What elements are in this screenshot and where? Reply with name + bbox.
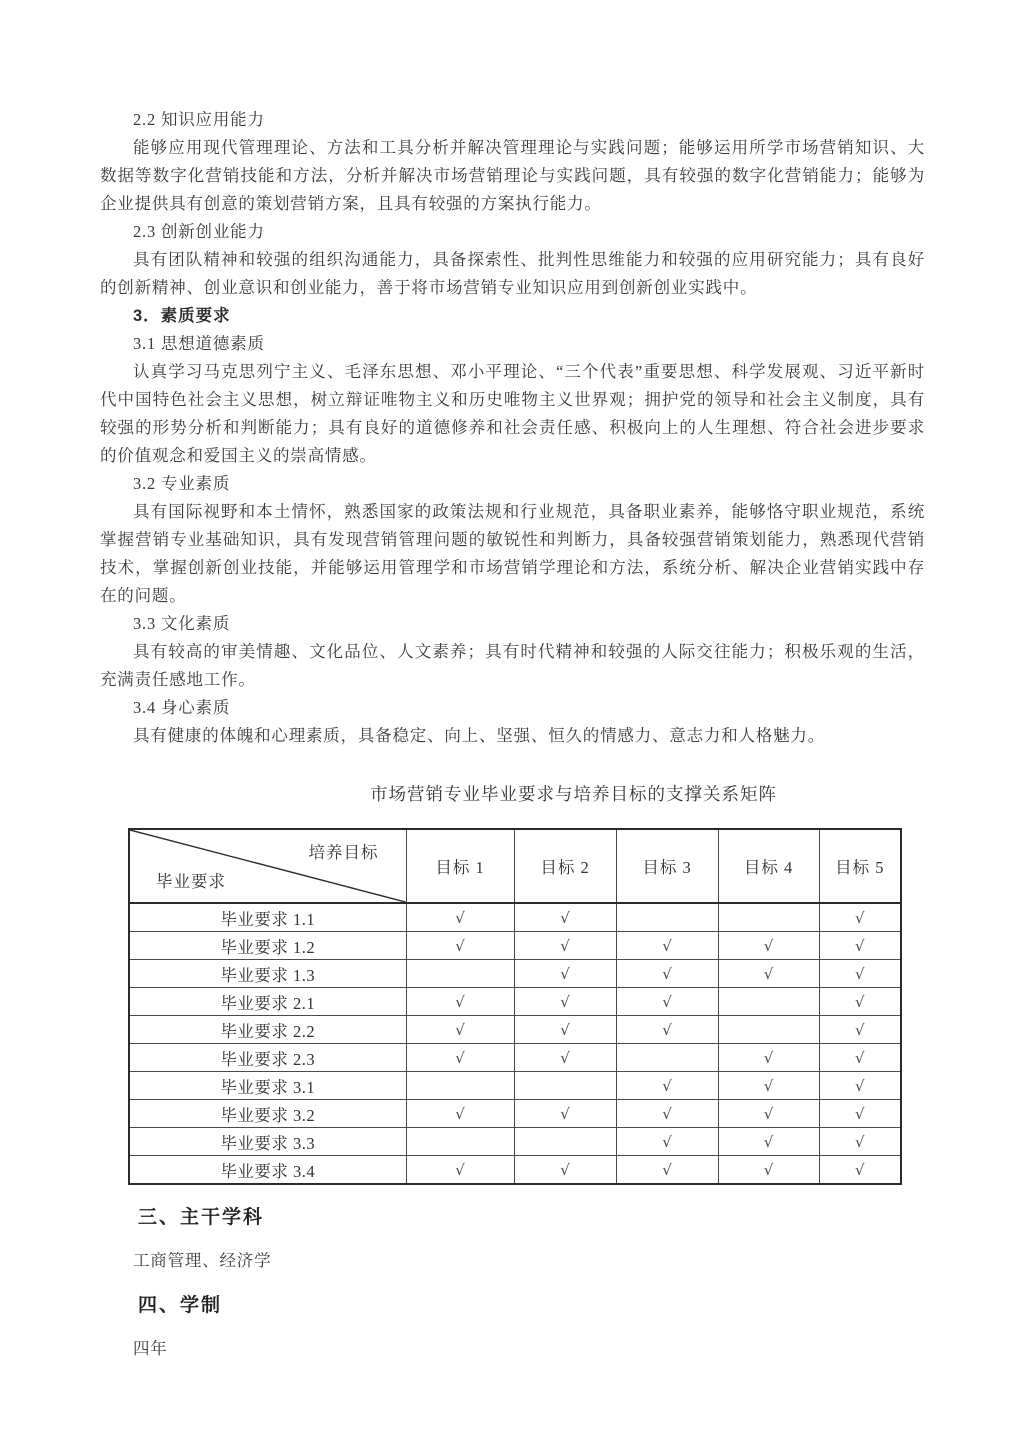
- matrix-row-label: 毕业要求 2.2: [129, 1016, 406, 1044]
- matrix-header-row: [129, 829, 901, 903]
- matrix-mark-cell: √: [406, 1156, 514, 1185]
- matrix-mark-cell: √: [616, 988, 718, 1016]
- corner-label-training-goals: 培养目标: [308, 843, 379, 862]
- matrix-row-2-3: [129, 1044, 901, 1072]
- matrix-mark-cell: √: [406, 1100, 514, 1128]
- matrix-mark-cell: [718, 1016, 819, 1044]
- matrix-row-label: 毕业要求 3.3: [129, 1128, 406, 1156]
- matrix-mark-cell: √: [819, 1156, 901, 1185]
- matrix-mark-cell: [406, 1128, 514, 1156]
- matrix-mark-cell: √: [616, 1100, 718, 1128]
- matrix-row-1-1: [129, 903, 901, 932]
- body-paragraph-3-2: 具有国际视野和本土情怀，熟悉国家的政策法规和行业规范，具备职业素养，能够恪守职业规范，系统掌握营销专业基础知识，具有发现营销管理问题的敏锐性和判断力，具备较强营销策划能力，熟悉现代营销技术，掌握创新创业技能，并能够运用管理学和市场营销学理论和方法，系统分析、解决企业营销实践中存在的问题。: [100, 502, 925, 605]
- support-matrix-table: [128, 828, 902, 1185]
- body-paragraph-2-3: 具有团队精神和较强的组织沟通能力，具备探索性、批判性思维能力和较强的应用研究能力；具有良好的创新精神、创业意识和创业能力，善于将市场营销专业知识应用到创新创业实践中。: [100, 250, 925, 297]
- matrix-mark-cell: √: [406, 932, 514, 960]
- matrix-mark-cell: √: [406, 1044, 514, 1072]
- matrix-mark-cell: √: [819, 932, 901, 960]
- matrix-mark-cell: [616, 903, 718, 932]
- matrix-mark-cell: √: [616, 1072, 718, 1100]
- matrix-row-3-2: [129, 1100, 901, 1128]
- matrix-mark-cell: √: [718, 1156, 819, 1185]
- matrix-mark-cell: √: [819, 903, 901, 932]
- matrix-row-label: 毕业要求 3.2: [129, 1100, 406, 1128]
- matrix-mark-cell: √: [514, 1044, 616, 1072]
- matrix-column-header-goal-5: 目标 5: [819, 829, 901, 903]
- matrix-mark-cell: √: [819, 1072, 901, 1100]
- matrix-mark-cell: √: [406, 903, 514, 932]
- matrix-mark-cell: √: [514, 960, 616, 988]
- corner-label-graduation-requirements: 毕业要求: [156, 872, 226, 891]
- matrix-mark-cell: √: [819, 1100, 901, 1128]
- matrix-mark-cell: [718, 903, 819, 932]
- matrix-mark-cell: √: [616, 960, 718, 988]
- matrix-row-label: 毕业要求 3.4: [129, 1156, 406, 1185]
- section-heading-3: 3．素质要求: [133, 307, 231, 325]
- body-paragraph-3-3: 具有较高的审美情趣、文化品位、人文素养；具有时代精神和较强的人际交往能力；积极乐观的生活，充满责任感地工作。: [100, 642, 925, 689]
- matrix-mark-cell: [616, 1044, 718, 1072]
- matrix-mark-cell: √: [514, 903, 616, 932]
- matrix-mark-cell: [718, 988, 819, 1016]
- matrix-row-1-3: [129, 960, 901, 988]
- body-paragraph-2-2: 能够应用现代管理理论、方法和工具分析并解决管理理论与实践问题；能够运用所学市场营销知识、大数据等数字化营销技能和方法，分析并解决市场营销理论与实践问题，具有较强的数字化营销能力；能够为企业提供具有创意的策划营销方案，且具有较强的方案执行能力。: [100, 138, 925, 213]
- matrix-mark-cell: √: [514, 1100, 616, 1128]
- body-paragraph-3-4: 具有健康的体魄和心理素质，具备稳定、向上、坚强、恒久的情感力、意志力和人格魅力。: [133, 726, 825, 745]
- matrix-corner-cell: [129, 829, 406, 903]
- section-heading-main-disciplines: 三、主干学科: [138, 1207, 265, 1228]
- section-subheading-3-3: 3.3 文化素质: [133, 614, 231, 633]
- section-subheading-3-4: 3.4 身心素质: [133, 698, 231, 717]
- matrix-mark-cell: √: [718, 932, 819, 960]
- matrix-row-label: 毕业要求 1.2: [129, 932, 406, 960]
- matrix-mark-cell: [406, 1072, 514, 1100]
- section-heading-duration: 四、学制: [138, 1295, 223, 1316]
- matrix-row-3-1: [129, 1072, 901, 1100]
- matrix-mark-cell: [514, 1072, 616, 1100]
- matrix-mark-cell: √: [718, 1072, 819, 1100]
- matrix-row-label: 毕业要求 1.3: [129, 960, 406, 988]
- matrix-mark-cell: √: [616, 1156, 718, 1185]
- matrix-mark-cell: √: [819, 1016, 901, 1044]
- matrix-mark-cell: √: [514, 988, 616, 1016]
- matrix-row-label: 毕业要求 2.3: [129, 1044, 406, 1072]
- matrix-row-3-3: [129, 1128, 901, 1156]
- main-disciplines-text: 工商管理、经济学: [133, 1251, 272, 1270]
- matrix-mark-cell: √: [514, 932, 616, 960]
- matrix-mark-cell: √: [819, 1044, 901, 1072]
- matrix-mark-cell: √: [718, 1044, 819, 1072]
- matrix-mark-cell: √: [406, 988, 514, 1016]
- section-subheading-2-3: 2.3 创新创业能力: [133, 222, 265, 241]
- matrix-mark-cell: √: [616, 1016, 718, 1044]
- matrix-table-title: 市场营销专业毕业要求与培养目标的支撑关系矩阵: [370, 784, 777, 804]
- matrix-row-label: 毕业要求 1.1: [129, 903, 406, 932]
- matrix-row-label: 毕业要求 2.1: [129, 988, 406, 1016]
- matrix-mark-cell: √: [718, 960, 819, 988]
- matrix-mark-cell: √: [819, 988, 901, 1016]
- matrix-mark-cell: √: [616, 1128, 718, 1156]
- matrix-column-header-goal-3: 目标 3: [616, 829, 718, 903]
- matrix-mark-cell: √: [514, 1156, 616, 1185]
- matrix-column-header-goal-4: 目标 4: [718, 829, 819, 903]
- matrix-row-label: 毕业要求 3.1: [129, 1072, 406, 1100]
- section-subheading-3-1: 3.1 思想道德素质: [133, 334, 265, 353]
- matrix-mark-cell: √: [514, 1016, 616, 1044]
- matrix-mark-cell: √: [718, 1128, 819, 1156]
- matrix-mark-cell: √: [718, 1100, 819, 1128]
- matrix-column-header-goal-1: 目标 1: [406, 829, 514, 903]
- section-subheading-2-2: 2.2 知识应用能力: [133, 110, 265, 129]
- matrix-mark-cell: √: [406, 1016, 514, 1044]
- matrix-mark-cell: √: [616, 932, 718, 960]
- matrix-mark-cell: [406, 960, 514, 988]
- body-text-section: [100, 106, 925, 750]
- matrix-mark-cell: [514, 1128, 616, 1156]
- section-subheading-3-2: 3.2 专业素质: [133, 474, 231, 493]
- matrix-mark-cell: √: [819, 1128, 901, 1156]
- body-paragraph-3-1: 认真学习马克思列宁主义、毛泽东思想、邓小平理论、“三个代表”重要思想、科学发展观、习近平新时代中国特色社会主义思想，树立辩证唯物主义和历史唯物主义世界观；拥护党的领导和社会主义制度，具有较强的形势分析和判断能力；具有良好的道德修养和社会责任感、积极向上的人生理想、符合社会进步要求的价值观念和爱国主义的崇高情感。: [100, 362, 925, 465]
- matrix-row-2-2: [129, 1016, 901, 1044]
- matrix-column-header-goal-2: 目标 2: [514, 829, 616, 903]
- matrix-row-2-1: [129, 988, 901, 1016]
- matrix-row-3-4: [129, 1156, 901, 1185]
- matrix-row-1-2: [129, 932, 901, 960]
- duration-text: 四年: [133, 1339, 168, 1358]
- matrix-mark-cell: √: [819, 960, 901, 988]
